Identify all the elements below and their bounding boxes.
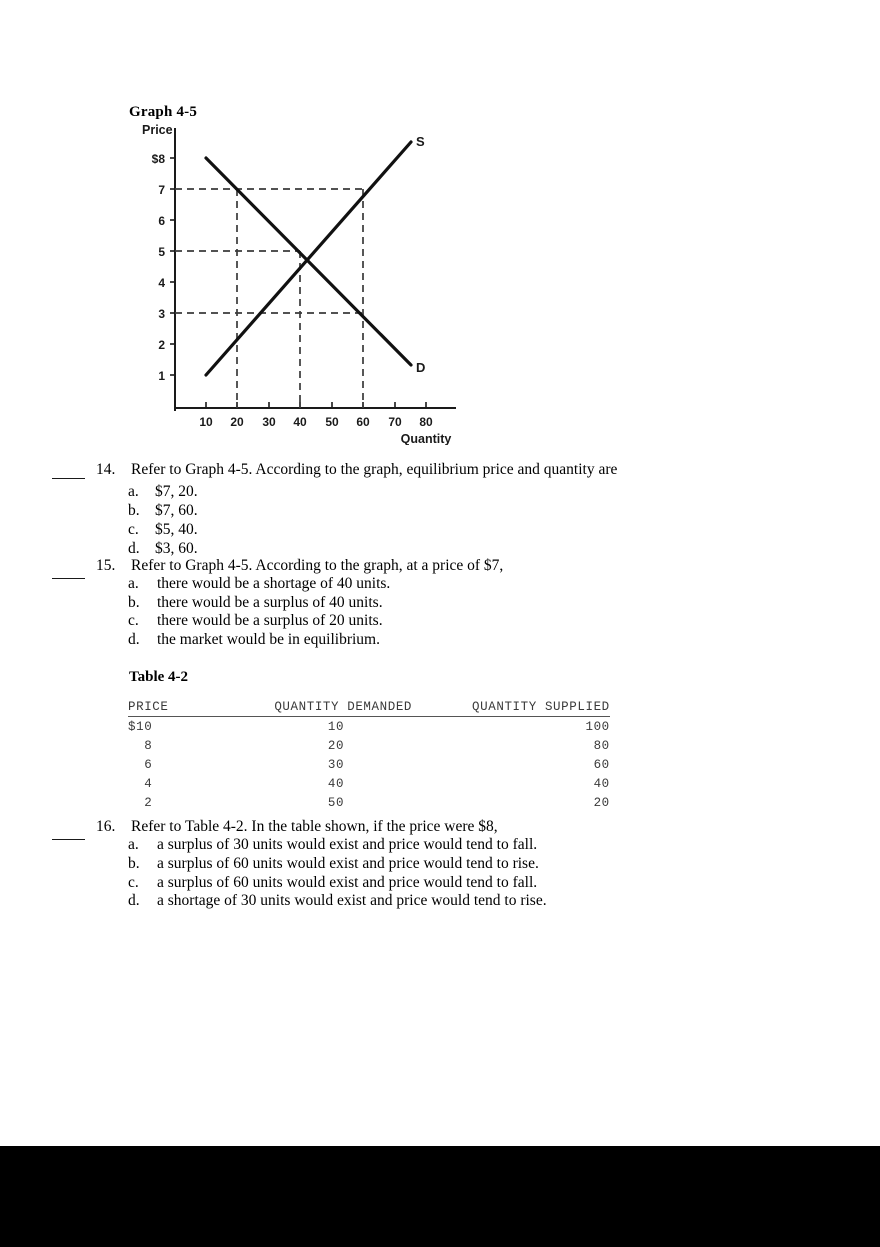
option-text: $3, 60. bbox=[155, 540, 198, 557]
option-letter: b. bbox=[128, 502, 140, 519]
cell-price: $10 bbox=[128, 719, 153, 734]
x-tick-10: 10 bbox=[199, 415, 213, 429]
option-text: there would be a surplus of 40 units. bbox=[157, 594, 383, 611]
table-row bbox=[128, 717, 610, 737]
cell-demanded: 20 bbox=[327, 738, 345, 753]
question-stem: Refer to Graph 4-5. According to the graph, at a price of $7, bbox=[131, 557, 504, 574]
y-tick-1: 1 bbox=[158, 369, 165, 383]
cell-demanded: 50 bbox=[327, 795, 345, 810]
table-row bbox=[128, 755, 610, 774]
question-number: 16. bbox=[96, 818, 116, 835]
option-item[interactable] bbox=[0, 521, 880, 540]
x-tick-80: 80 bbox=[419, 415, 433, 429]
cell-supplied: 60 bbox=[593, 757, 610, 772]
option-text: a surplus of 60 units would exist and price would tend to rise. bbox=[157, 855, 539, 872]
table-body bbox=[128, 717, 610, 813]
option-letter: b. bbox=[128, 594, 140, 611]
y-tick-2: 2 bbox=[158, 338, 165, 352]
cell-supplied: 100 bbox=[585, 719, 610, 734]
y-tick-6: 6 bbox=[158, 214, 165, 228]
column-header-price: PRICE bbox=[128, 700, 169, 714]
option-text: $7, 60. bbox=[155, 502, 198, 519]
x-tick-70: 70 bbox=[388, 415, 402, 429]
y-tick-3: 3 bbox=[158, 307, 165, 321]
cell-supplied: 80 bbox=[593, 738, 610, 753]
option-text: $5, 40. bbox=[155, 521, 198, 538]
option-item[interactable] bbox=[0, 612, 880, 631]
table-header bbox=[128, 700, 610, 717]
option-text: the market would be in equilibrium. bbox=[157, 631, 380, 648]
option-text: a shortage of 30 units would exist and price would tend to rise. bbox=[157, 892, 547, 909]
cell-price: 8 bbox=[144, 738, 153, 753]
supply-demand-graph bbox=[130, 120, 480, 445]
cell-supplied: 20 bbox=[593, 795, 610, 810]
option-letter: d. bbox=[128, 540, 140, 557]
x-tick-50: 50 bbox=[325, 415, 339, 429]
option-text: a surplus of 60 units would exist and price would tend to fall. bbox=[157, 874, 538, 891]
option-item[interactable] bbox=[0, 874, 880, 893]
cell-demanded: 40 bbox=[327, 776, 345, 791]
option-item[interactable] bbox=[0, 836, 880, 855]
cell-demanded: 10 bbox=[327, 719, 345, 734]
table-header-row bbox=[128, 700, 610, 717]
option-text: there would be a surplus of 20 units. bbox=[157, 612, 383, 629]
table-row bbox=[128, 793, 610, 812]
option-letter: c. bbox=[128, 874, 139, 891]
y-tick-7: 7 bbox=[158, 183, 165, 197]
option-letter: c. bbox=[128, 612, 139, 629]
column-header-quantity-demanded: QUANTITY DEMANDED bbox=[274, 700, 413, 714]
option-letter: c. bbox=[128, 521, 139, 538]
option-item[interactable] bbox=[0, 855, 880, 874]
y-axis-label: Price bbox=[142, 123, 173, 137]
option-letter: d. bbox=[128, 631, 140, 648]
option-item[interactable] bbox=[0, 575, 880, 594]
table-row bbox=[128, 774, 610, 793]
x-tick-20: 20 bbox=[230, 415, 244, 429]
option-item[interactable] bbox=[0, 631, 880, 650]
supply-curve bbox=[206, 142, 411, 375]
option-letter: a. bbox=[128, 575, 139, 592]
table-row bbox=[128, 736, 610, 755]
option-letter: b. bbox=[128, 855, 140, 872]
option-letter: d. bbox=[128, 892, 140, 909]
cell-supplied: 40 bbox=[593, 776, 610, 791]
price-quantity-table bbox=[128, 700, 610, 812]
y-tick-4: 4 bbox=[158, 276, 165, 290]
option-item[interactable] bbox=[0, 594, 880, 613]
question-stem: Refer to Graph 4-5. According to the graph, equilibrium price and quantity are bbox=[131, 461, 618, 478]
option-text: a surplus of 30 units would exist and price would tend to fall. bbox=[157, 836, 538, 853]
x-tick-60: 60 bbox=[356, 415, 370, 429]
y-tick-5: 5 bbox=[158, 245, 165, 259]
option-letter: a. bbox=[128, 483, 139, 500]
y-tick-8: $8 bbox=[151, 152, 165, 166]
option-text: $7, 20. bbox=[155, 483, 198, 500]
cell-price: 6 bbox=[144, 757, 153, 772]
question-number: 15. bbox=[96, 557, 116, 574]
answer-blank-14[interactable] bbox=[52, 477, 85, 479]
table-title: Table 4-2 bbox=[129, 669, 189, 685]
option-letter: a. bbox=[128, 836, 139, 853]
x-axis-label: Quantity bbox=[400, 432, 452, 445]
question-stem: Refer to Table 4-2. In the table shown, if the price were $8, bbox=[131, 818, 498, 835]
x-tick-40: 40 bbox=[293, 415, 307, 429]
demand-curve-label: D bbox=[416, 360, 426, 375]
cell-price: 4 bbox=[144, 776, 153, 791]
column-header-quantity-supplied: QUANTITY SUPPLIED bbox=[472, 700, 610, 714]
page-bottom-black-band bbox=[0, 1146, 880, 1247]
option-item[interactable] bbox=[0, 892, 880, 911]
x-tick-30: 30 bbox=[262, 415, 276, 429]
graph-title: Graph 4-5 bbox=[129, 104, 198, 120]
cell-price: 2 bbox=[144, 795, 153, 810]
cell-demanded: 30 bbox=[327, 757, 345, 772]
question-number: 14. bbox=[96, 461, 116, 478]
option-item[interactable] bbox=[0, 502, 880, 521]
supply-curve-label: S bbox=[416, 134, 425, 149]
option-item[interactable] bbox=[0, 483, 880, 502]
option-text: there would be a shortage of 40 units. bbox=[157, 575, 391, 592]
